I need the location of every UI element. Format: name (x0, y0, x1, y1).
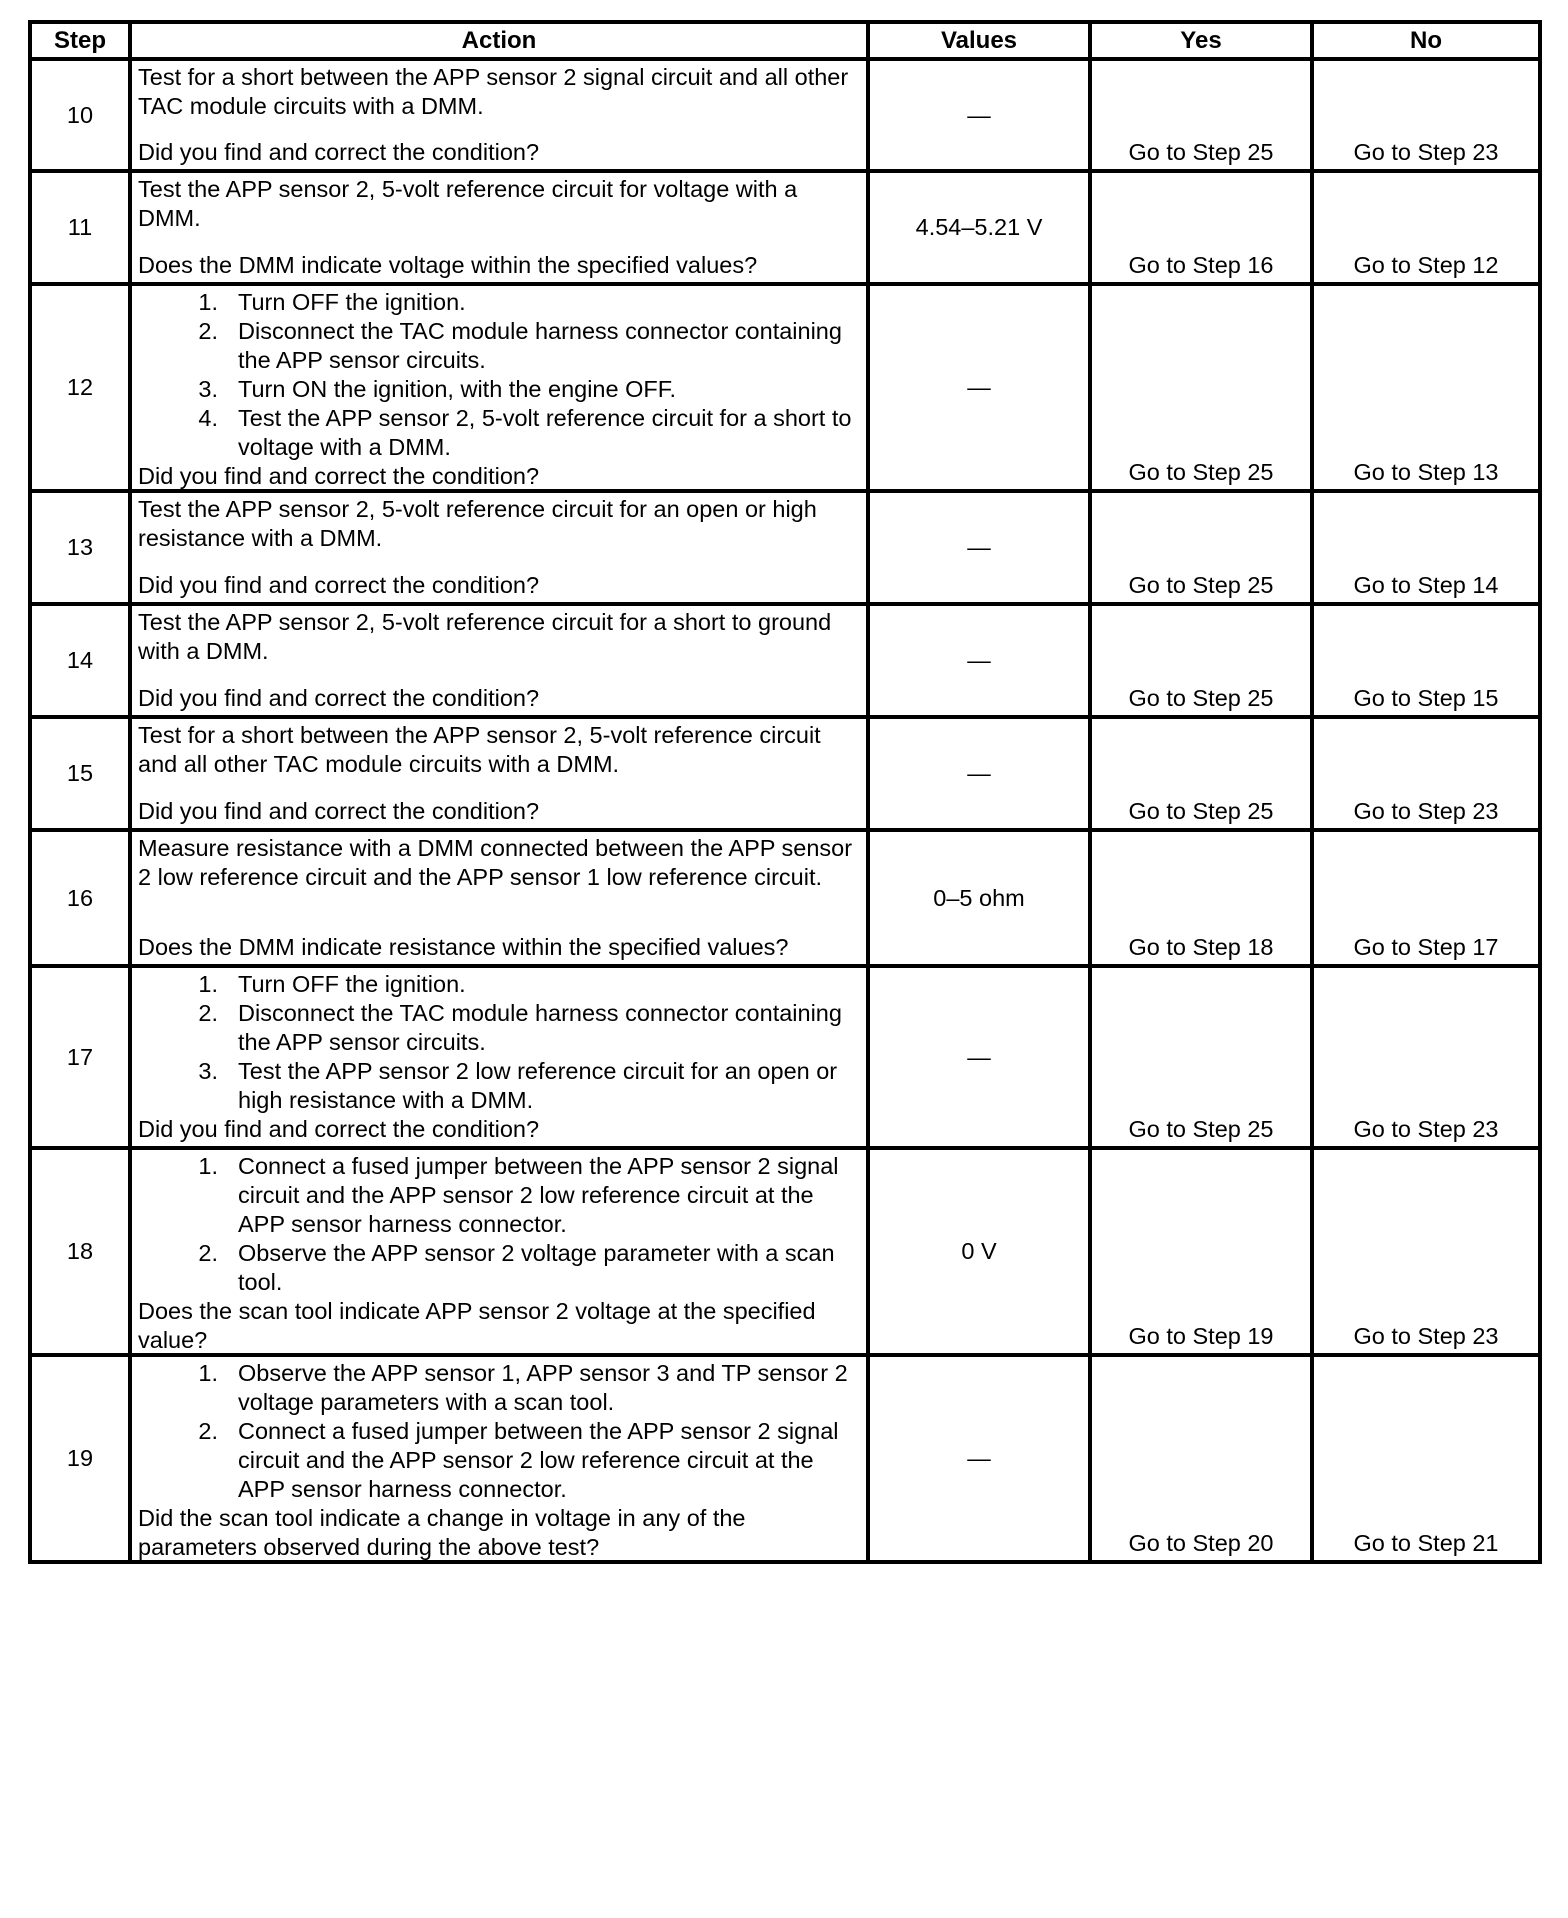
substep-item (138, 1417, 862, 1504)
question-text: Did you find and correct the condition? (138, 1116, 540, 1142)
action-instructions (138, 175, 862, 233)
header-step: Step (30, 22, 130, 59)
yes-branch-cell: Go to Step 19 (1090, 1148, 1312, 1355)
yes-branch-cell: Go to Step 25 (1090, 966, 1312, 1148)
action-content (138, 288, 862, 487)
substep-number: 4. (198, 405, 218, 431)
table-row (30, 171, 1540, 284)
substep-number: 2. (198, 1000, 218, 1026)
substep-item (138, 970, 862, 999)
substep-text: Observe the APP sensor 1, APP sensor 3 and TP sensor 2 voltage parameters with a scan tool. (238, 1360, 848, 1415)
table-row (30, 1355, 1540, 1562)
header-yes: Yes (1090, 22, 1312, 59)
instruction-text: Test the APP sensor 2, 5-volt reference circuit for a short to ground with a DMM. (138, 609, 832, 664)
action-content (138, 1359, 862, 1558)
substep-item (138, 1239, 862, 1297)
action-cell (130, 830, 868, 966)
question-text: Does the scan tool indicate APP sensor 2 voltage at the specified value? (138, 1298, 816, 1353)
substep-text: Disconnect the TAC module harness connector containing the APP sensor circuits. (238, 318, 842, 373)
value-cell: — (868, 491, 1090, 604)
step-number-cell: 11 (30, 171, 130, 284)
header-no: No (1312, 22, 1540, 59)
action-cell (130, 171, 868, 284)
substep-number: 1. (198, 289, 218, 315)
numbered-substeps (138, 288, 862, 462)
header-values: Values (868, 22, 1090, 59)
step-number-cell: 16 (30, 830, 130, 966)
substep-text: Turn ON the ignition, with the engine OFF. (238, 376, 677, 402)
step-number-cell: 12 (30, 284, 130, 491)
value-cell: — (868, 717, 1090, 830)
action-cell (130, 604, 868, 717)
numbered-substeps (138, 1152, 862, 1297)
substep-number: 3. (198, 376, 218, 402)
action-content (138, 970, 862, 1144)
action-content (138, 1152, 862, 1351)
yes-branch-cell: Go to Step 18 (1090, 830, 1312, 966)
step-number-cell: 19 (30, 1355, 130, 1562)
substep-item (138, 317, 862, 375)
instruction-text: Test the APP sensor 2, 5-volt reference circuit for voltage with a DMM. (138, 176, 798, 231)
value-cell: — (868, 1355, 1090, 1562)
action-cell (130, 717, 868, 830)
no-branch-cell: Go to Step 12 (1312, 171, 1540, 284)
yes-branch-cell: Go to Step 25 (1090, 604, 1312, 717)
action-cell (130, 1355, 868, 1562)
step-number-cell: 13 (30, 491, 130, 604)
yes-branch-cell: Go to Step 16 (1090, 171, 1312, 284)
yes-branch-cell: Go to Step 25 (1090, 59, 1312, 171)
value-cell: — (868, 284, 1090, 491)
substep-item (138, 404, 862, 462)
step-number-cell: 15 (30, 717, 130, 830)
instruction-text: Test the APP sensor 2, 5-volt reference circuit for an open or high resistance with a DMM. (138, 496, 817, 551)
action-instructions (138, 970, 862, 1115)
numbered-substeps (138, 1359, 862, 1504)
action-content (138, 834, 862, 962)
table-body (30, 59, 1540, 1562)
question-text: Did you find and correct the condition? (138, 685, 540, 711)
no-branch-cell: Go to Step 17 (1312, 830, 1540, 966)
action-instructions (138, 288, 862, 462)
no-branch-cell: Go to Step 23 (1312, 966, 1540, 1148)
substep-item (138, 1359, 862, 1417)
action-instructions (138, 1152, 862, 1297)
header-action: Action (130, 22, 868, 59)
action-content (138, 63, 862, 167)
no-branch-cell: Go to Step 21 (1312, 1355, 1540, 1562)
substep-number: 2. (198, 1240, 218, 1266)
substep-text: Disconnect the TAC module harness connector containing the APP sensor circuits. (238, 1000, 842, 1055)
yes-branch-cell: Go to Step 20 (1090, 1355, 1312, 1562)
header-row (30, 22, 1540, 59)
value-cell: 0 V (868, 1148, 1090, 1355)
table-row (30, 604, 1540, 717)
action-content (138, 495, 862, 600)
substep-number: 2. (198, 1418, 218, 1444)
yes-branch-cell: Go to Step 25 (1090, 491, 1312, 604)
action-cell (130, 1148, 868, 1355)
question-text: Does the DMM indicate voltage within the specified values? (138, 252, 758, 278)
substep-text: Test the APP sensor 2 low reference circuit for an open or high resistance with a DMM. (238, 1058, 838, 1113)
question-text: Did you find and correct the condition? (138, 798, 540, 824)
substep-text: Turn OFF the ignition. (238, 971, 466, 997)
action-content (138, 175, 862, 280)
value-cell: — (868, 59, 1090, 171)
action-content (138, 608, 862, 713)
diagnostic-table (28, 20, 1542, 1564)
substep-item (138, 288, 862, 317)
instruction-text: Test for a short between the APP sensor 2 signal circuit and all other TAC module circuits with a DMM. (138, 64, 849, 119)
action-instructions (138, 834, 862, 892)
substep-number: 1. (198, 1360, 218, 1386)
substep-item (138, 1152, 862, 1239)
table-row (30, 284, 1540, 491)
question-text: Did you find and correct the condition? (138, 463, 540, 489)
question-text: Did you find and correct the condition? (138, 139, 540, 165)
action-instructions (138, 1359, 862, 1504)
action-cell (130, 966, 868, 1148)
table-row (30, 830, 1540, 966)
action-instructions (138, 495, 862, 553)
action-cell (130, 59, 868, 171)
table-row (30, 59, 1540, 171)
table-row (30, 717, 1540, 830)
action-instructions (138, 608, 862, 666)
step-number-cell: 10 (30, 59, 130, 171)
substep-number: 1. (198, 1153, 218, 1179)
substep-item (138, 999, 862, 1057)
no-branch-cell: Go to Step 23 (1312, 1148, 1540, 1355)
action-cell (130, 491, 868, 604)
question-text: Did the scan tool indicate a change in voltage in any of the parameters observed during the above test? (138, 1505, 746, 1560)
substep-text: Connect a fused jumper between the APP sensor 2 signal circuit and the APP sensor 2 low reference circuit at the APP sensor harness connector. (238, 1418, 839, 1502)
value-cell: — (868, 966, 1090, 1148)
substep-text: Turn OFF the ignition. (238, 289, 466, 315)
instruction-text: Test for a short between the APP sensor 2, 5-volt reference circuit and all other TAC module circuits with a DMM. (138, 722, 821, 777)
substep-number: 2. (198, 318, 218, 344)
substep-item (138, 375, 862, 404)
diagnostic-table-sheet (28, 20, 1538, 1564)
question-text: Does the DMM indicate resistance within the specified values? (138, 934, 789, 960)
substep-text: Connect a fused jumper between the APP sensor 2 signal circuit and the APP sensor 2 low reference circuit at the APP sensor harness connector. (238, 1153, 839, 1237)
table-row (30, 491, 1540, 604)
no-branch-cell: Go to Step 14 (1312, 491, 1540, 604)
step-number-cell: 14 (30, 604, 130, 717)
yes-branch-cell: Go to Step 25 (1090, 717, 1312, 830)
action-content (138, 721, 862, 826)
step-number-cell: 17 (30, 966, 130, 1148)
substep-text: Test the APP sensor 2, 5-volt reference circuit for a short to voltage with a DMM. (238, 405, 852, 460)
substep-item (138, 1057, 862, 1115)
value-cell: — (868, 604, 1090, 717)
substep-number: 1. (198, 971, 218, 997)
action-cell (130, 284, 868, 491)
instruction-text: Measure resistance with a DMM connected between the APP sensor 2 low reference circuit and the APP sensor 1 low reference circuit. (138, 835, 853, 890)
step-number-cell: 18 (30, 1148, 130, 1355)
action-instructions (138, 63, 862, 121)
substep-number: 3. (198, 1058, 218, 1084)
value-cell: 0–5 ohm (868, 830, 1090, 966)
table-row (30, 966, 1540, 1148)
value-cell: 4.54–5.21 V (868, 171, 1090, 284)
yes-branch-cell: Go to Step 25 (1090, 284, 1312, 491)
no-branch-cell: Go to Step 13 (1312, 284, 1540, 491)
numbered-substeps (138, 970, 862, 1115)
no-branch-cell: Go to Step 15 (1312, 604, 1540, 717)
action-instructions (138, 721, 862, 779)
substep-text: Observe the APP sensor 2 voltage parameter with a scan tool. (238, 1240, 835, 1295)
no-branch-cell: Go to Step 23 (1312, 59, 1540, 171)
question-text: Did you find and correct the condition? (138, 572, 540, 598)
no-branch-cell: Go to Step 23 (1312, 717, 1540, 830)
table-row (30, 1148, 1540, 1355)
